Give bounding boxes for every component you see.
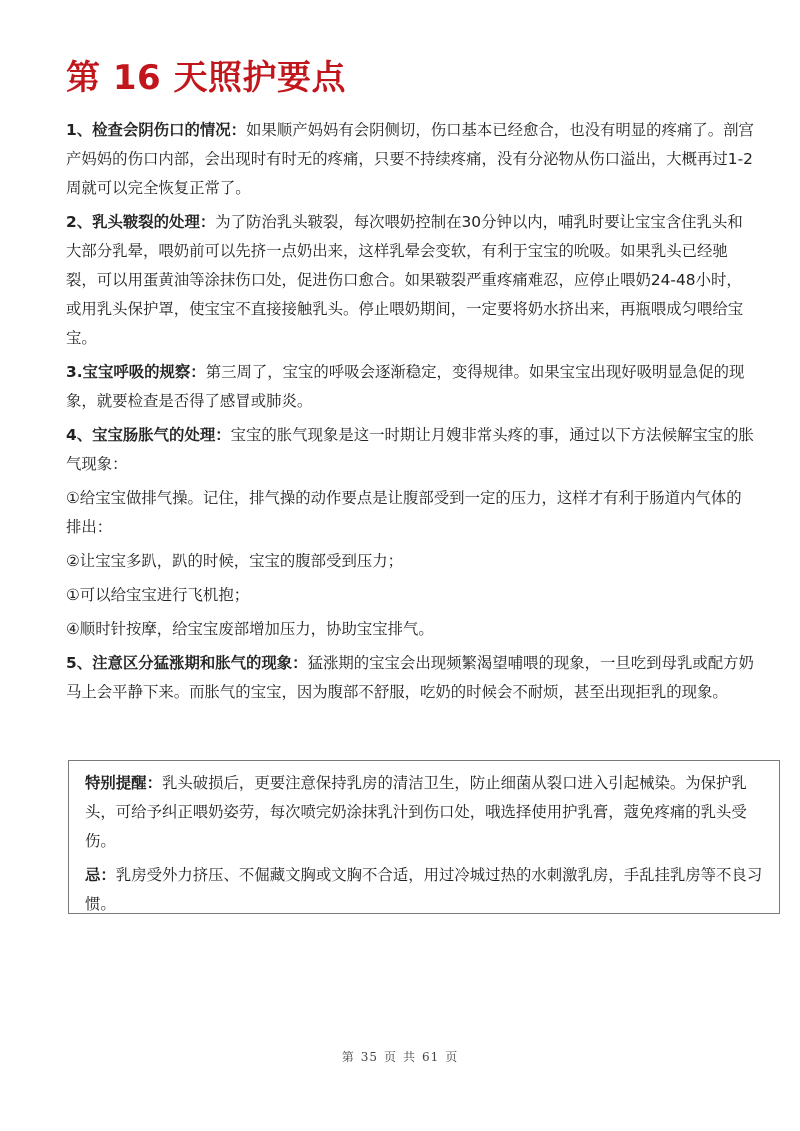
taboo-heading: 忌： [85, 866, 116, 884]
section-nipple-crack [66, 208, 756, 353]
section-heading: 4、宝宝肠胀气的处理： [66, 426, 231, 444]
special-reminder-box [68, 760, 780, 914]
section-baby-breathing [66, 358, 756, 416]
reminder-text: 乳头破损后，更要注意保持乳房的清洁卫生，防止细菌从裂口进入引起械染。为保护乳头，可给予纠正喂奶姿劳，每次喷完奶涂抹乳汁到伤口处，哦选择使用护乳膏，蔻免疼痛的乳头受伤。 [85, 774, 747, 850]
section-text: 如果顺产妈妈有会阴侧切，伤口基本已经愈合，也没有明显的疼痛了。剖宫产妈妈的伤口内部，会出现时有时无的疼痛，只要不持续疼痛，没有分泌物从伤口溢出，大概再过1-2周就可以完全恢复正常了。 [66, 121, 754, 197]
section-heading: 5、注意区分猛涨期和胀气的现象： [66, 654, 308, 672]
footer-prefix: 第 [341, 1050, 355, 1064]
list-item [66, 547, 756, 576]
list-item-text: ②让宝宝多趴，趴的时候，宝宝的腹部受到压力； [66, 552, 404, 570]
page-number-total: 61 [422, 1050, 440, 1064]
list-item-text: ①可以给宝宝进行飞机抱； [66, 586, 250, 604]
section-text: 为了防治乳头皲裂，每次喂奶控制在30分钟以内，哺乳时要让宝宝含住乳头和大部分乳晕，喂奶前可以先挤一点奶出来，这样乳晕会变软，有利于宝宝的吮吸。如果乳头已经驰裂，可以用蛋黄油等涂抹伤口处，促进伤口愈合。如果皲裂严重疼痛难忍，应停止喂奶24-48小时，或用乳头保护罩，使宝宝不直接接触乳头。停止喂奶期间，一定要将奶水挤出来，再瓶喂成匀喂给宝宝。 [66, 213, 744, 347]
reminder-heading: 特别提醒： [85, 774, 162, 792]
section-text: 第三周了，宝宝的呼吸会逐渐稳定，变得规律。如果宝宝出现好吸明显急促的现象，就要检查是否得了感冒或肺炎。 [66, 363, 745, 410]
page-title: 第 16 天照护要点 [66, 58, 346, 98]
footer-suffix: 页 [445, 1050, 459, 1064]
section-heading: 3.宝宝呼吸的规察： [66, 363, 206, 381]
section-text: 猛涨期的宝宝会出现频繁渴望哺喂的现象，一旦吃到母乳或配方奶马上会平静下来。而胀气的宝宝，因为腹部不舒服，吃奶的时候会不耐烦，甚至出现拒乳的现象。 [66, 654, 754, 701]
section-text: 宝宝的胀气现象是这一时期让月嫂非常头疼的事，通过以下方法候解宝宝的胀气现象： [66, 426, 754, 473]
taboo-paragraph [85, 861, 763, 919]
section-bloating [66, 421, 756, 479]
taboo-text: 乳房受外力挤压、不倔藏文胸或文胸不合适，用过冷城过热的水刺激乳房，手乱挂乳房等不良习惯。 [85, 866, 763, 913]
list-item [66, 615, 756, 644]
page-number-current: 35 [360, 1050, 378, 1064]
list-item [66, 581, 756, 610]
article-body [66, 116, 756, 712]
list-item-text: ④顺时针按摩，给宝宝废部增加压力，协助宝宝排气。 [66, 620, 434, 638]
section-growth-spurt [66, 649, 756, 707]
reminder-paragraph [85, 769, 763, 856]
section-heading: 1、检查会阴伤口的情况： [66, 121, 247, 139]
footer-total-word: 共 [403, 1050, 417, 1064]
footer-page-word: 页 [383, 1050, 397, 1064]
list-item [66, 484, 756, 542]
section-wound-check [66, 116, 756, 203]
section-heading: 2、乳头皲裂的处理： [66, 213, 216, 231]
page-footer [0, 1048, 800, 1065]
list-item-text: ①给宝宝做排气操。记住，排气操的动作要点是让腹部受到一定的压力，这样才有利于肠道内气体的排出： [66, 489, 742, 536]
